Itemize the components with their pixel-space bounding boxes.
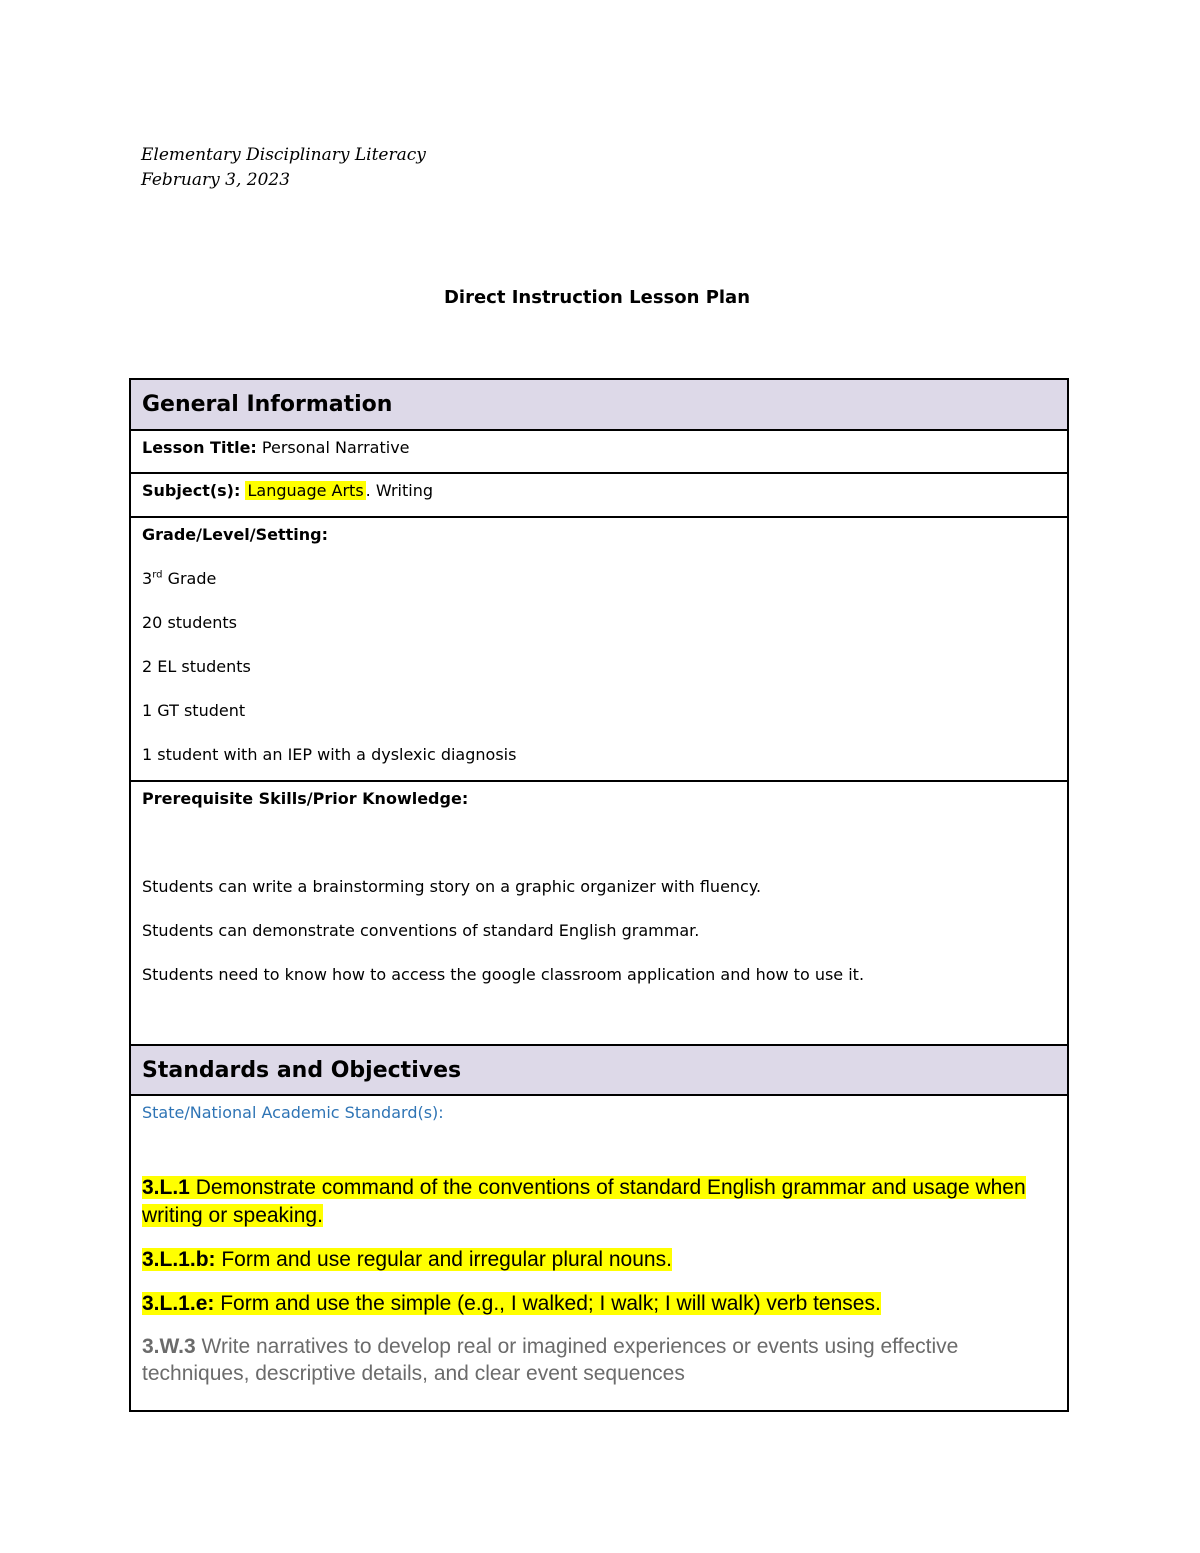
- standard-text: Write narratives to develop real or imagined experiences or events using effective techniques, descriptive details, and clear event sequences: [142, 1335, 959, 1385]
- standard-code: 3.W.3: [142, 1335, 196, 1358]
- setting-line: 20 students: [142, 613, 237, 632]
- grade-suffix: rd: [152, 569, 163, 581]
- setting-line: 1 student with an IEP with a dyslexic diagnosis: [142, 745, 517, 764]
- subjects-rest: . Writing: [365, 481, 433, 500]
- grade-value: [142, 566, 1056, 592]
- lesson-title-value: Personal Narrative: [256, 438, 410, 457]
- course-name: Elementary Disciplinary Literacy: [141, 145, 426, 165]
- standard-text: Form and use regular and irregular plural nouns.: [215, 1248, 672, 1271]
- standards-row: [131, 1096, 1067, 1410]
- prereq-line: Students can write a brainstorming story on a graphic organizer with fluency.: [142, 877, 762, 896]
- standard-item: [142, 1246, 1056, 1274]
- setting-line: 1 GT student: [142, 701, 246, 720]
- grade-word: Grade: [162, 569, 217, 588]
- lesson-title-label: Lesson Title:: [142, 438, 257, 457]
- standard-item-w3: [142, 1333, 1056, 1387]
- subjects-highlighted: Language Arts: [247, 481, 364, 500]
- grade-level-setting-row: [131, 518, 1067, 782]
- document-header: [141, 143, 426, 193]
- document-date: February 3, 2023: [141, 170, 291, 190]
- prereq-line: Students can demonstrate conventions of standard English grammar.: [142, 921, 700, 940]
- prerequisite-skills-row: [131, 782, 1067, 1045]
- section-heading: General Information: [142, 392, 393, 417]
- prereq-line: Students need to know how to access the google classroom application and how to use it.: [142, 965, 865, 984]
- lesson-plan-table: [129, 378, 1069, 1412]
- standard-code: 3.L.1: [142, 1176, 190, 1199]
- setting-line: 2 EL students: [142, 657, 251, 676]
- standard-item: [142, 1290, 1056, 1318]
- section-standards-objectives: [131, 1045, 1067, 1096]
- standard-text: Demonstrate command of the conventions of standard English grammar and usage when writing or speaking.: [142, 1176, 1026, 1227]
- standards-label: State/National Academic Standard(s):: [142, 1103, 444, 1122]
- standard-code: 3.L.1.e:: [142, 1292, 215, 1315]
- grade-label: Grade/Level/Setting:: [142, 525, 329, 544]
- standard-item: [142, 1174, 1056, 1230]
- section-heading: Standards and Objectives: [142, 1057, 462, 1083]
- lesson-title-row: [131, 431, 1067, 474]
- page-title: Direct Instruction Lesson Plan: [443, 287, 751, 308]
- subjects-label: Subject(s):: [142, 481, 241, 500]
- section-general-information: [131, 380, 1067, 431]
- standard-text: Form and use the simple (e.g., I walked; I walk; I will walk) verb tenses.: [214, 1292, 881, 1315]
- grade-number: 3: [142, 569, 153, 588]
- standard-code: 3.L.1.b:: [142, 1248, 216, 1271]
- subjects-row: [131, 474, 1067, 518]
- prereq-label: Prerequisite Skills/Prior Knowledge:: [142, 789, 469, 808]
